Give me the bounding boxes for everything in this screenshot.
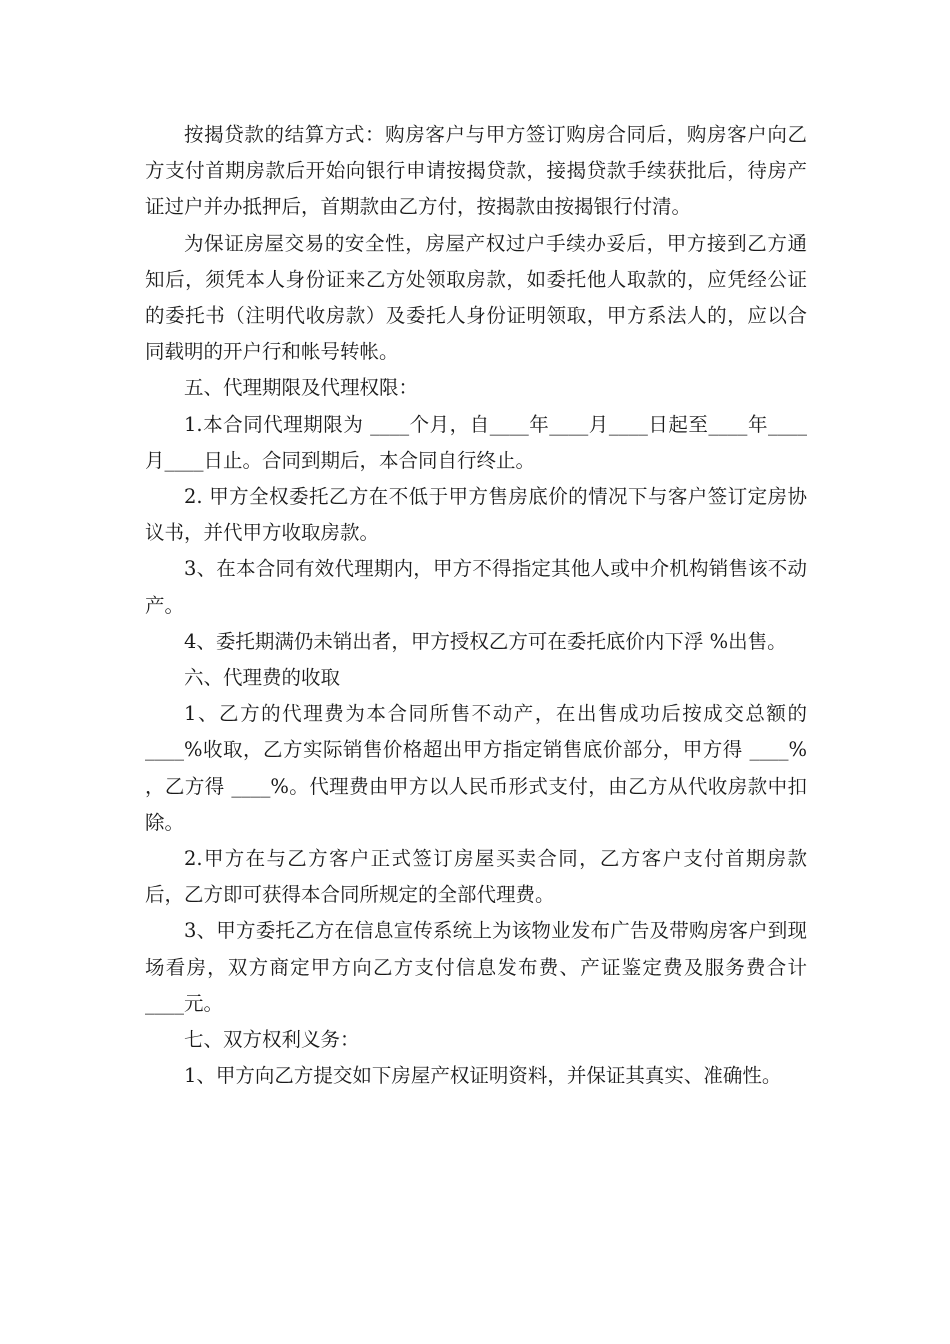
clause-5-3: 3、在本合同有效代理期内，甲方不得指定其他人或中介机构销售该不动产。 [145, 557, 807, 617]
clause-6-2: 2.甲方在与乙方客户正式签订房屋买卖合同，乙方客户支付首期房款后，乙方即可获得本合同所规定的全部代理费。 [145, 847, 807, 907]
clause-5-2: 2. 甲方全权委托乙方在不低于甲方售房底价的情况下与客户签订定房协议书，并代甲方收取房款。 [145, 485, 807, 545]
clause-7-1: 1、甲方向乙方提交如下房屋产权证明资料，并保证其真实、准确性。 [184, 1064, 782, 1088]
document-page [145, 117, 807, 1094]
section-heading-agency-term: 五、代理期限及代理权限： [184, 376, 419, 400]
clause-6-3: 3、甲方委托乙方在信息宣传系统上为该物业发布广告及带购房客户到现场看房，双方商定甲方向乙方支付信息发布费、产证鉴定费及服务费合计____元。 [145, 919, 807, 1015]
section-heading-agency-fee: 六、代理费的收取 [184, 666, 341, 690]
paragraph-mortgage-settlement: 按揭贷款的结算方式：购房客户与甲方签订购房合同后，购房客户向乙方支付首期房款后开始向银行申请按揭贷款，接揭贷款手续获批后，待房产证过户并办抵押后，首期款由乙方付，按揭款由按揭银行付清。 [145, 123, 807, 219]
paragraph-transaction-safety: 为保证房屋交易的安全性，房屋产权过户手续办妥后，甲方接到乙方通知后，须凭本人身份证来乙方处领取房款，如委托他人取款的，应凭经公证的委托书（注明代收房款）及委托人身份证明领取，甲方系法人的，应以合同载明的开户行和帐号转帐。 [145, 231, 807, 364]
clause-5-1: 1.本合同代理期限为 ____个月，自____年____月____日起至____年____月____日止。合同到期后，本合同自行终止。 [145, 412, 807, 472]
clause-6-1: 1、乙方的代理费为本合同所售不动产，在出售成功后按成交总额的____%收取，乙方实际销售价格超出甲方指定销售底价部分，甲方得 ____% ，乙方得 ____%。代理费由甲方以人民币形式支付，由乙方从代收房款中扣除。 [145, 702, 807, 834]
section-heading-rights-obligations: 七、双方权利义务： [184, 1028, 360, 1052]
clause-5-4: 4、委托期满仍未销出者，甲方授权乙方可在委托底价内下浮 %出售。 [184, 629, 787, 653]
